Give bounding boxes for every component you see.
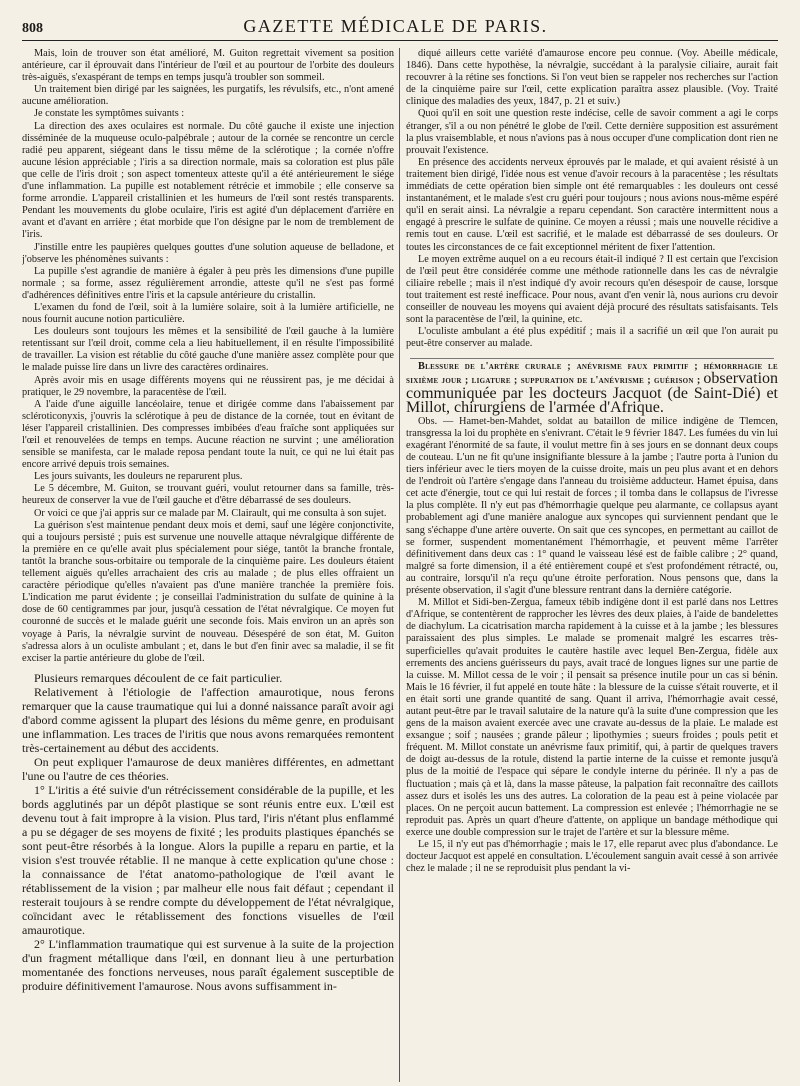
case-paragraph: A l'aide d'une aiguille lancéolaire, tenue et dirigée comme dans l'abaissement par scléroticonyxis, j'ouvris la sclérotique à peu de distance de la cornée, tout en évitant de léser l'appareil cristallinien. Des compresses imbibées d'eau fraîche sont appliquées sur l'œil et renouvelées de temps en temps. Aucune réaction ne survint ; une amélioration sensible se manifesta, car le malade reposa pendant toute la nuit, ce qui ne lui était pas encore arrivé depuis trois semaines. (22, 398, 394, 471)
commentary-paragraph: diqué ailleurs cette variété d'amaurose encore peu connue. (Voy. Abeille médicale, 1846). Dans cette hypothèse, la névralgie, succédant à la paralysie ciliaire, aurait fait recouvrer à la rétine ses fonctions. Si l'on veut bien se rappeler nos recherches sur l'action de la cinquième paire sur l'œil, cette explication paraîtra assez plausible. (Voy. Traité clinique des maladies des yeux, 1847, p. 21 et suiv.) (406, 48, 778, 108)
case-paragraph: Les douleurs sont toujours les mêmes et la sensibilité de l'œil gauche à la lumière retentissant sur l'œil droit, comme cela a lieu habituellement, il en résulte l'impossibilité de travailler. La vision est rétablie du côté gauche d'une manière assez complète pour que le malade puisse lire dans un livre des caractères ordinaires. (22, 326, 394, 374)
remarks-paragraph: Relativement à l'étiologie de l'affection amaurotique, nous ferons remarquer que la cause traumatique qui lui a donné naissance paraît avoir agi d'abord comme agissent la plupart des lésions du même genre, en produisant une inflammation. Les traces de l'iritis que nous avons remarquées remontent très-certainement au début des accidents. (22, 684, 394, 755)
case-paragraph: Un traitement bien dirigé par les saignées, les purgatifs, les révulsifs, etc., n'ont amené aucune amélioration. (22, 84, 394, 108)
case-paragraph: Les jours suivants, les douleurs ne reparurent plus. (34, 471, 243, 483)
journal-title: GAZETTE MÉDICALE DE PARIS. (243, 16, 548, 36)
commentary-paragraph: Quoi qu'il en soit une question reste indécise, celle de savoir comment a agi le corps étranger, s'il a ou non pénétré le globe de l'œil. Cette dernière supposition est assurément la plus vraisemblable, et nous n'avions pas à nous occuper d'une complication dont rien ne prouvait l'existence. (406, 108, 778, 156)
case-paragraph: La pupille s'est agrandie de manière à égaler à peu près les dimensions d'une pupille normale ; sa forme, assez régulièrement arrondie, atteste qu'il ne s'est pas formé d'adhérences définitives entre l'iris et la capsule antérieure du cristallin. (22, 265, 394, 301)
case-paragraph: Je constate les symptômes suivants : (34, 108, 185, 120)
remarks-paragraph: On peut expliquer l'amaurose de deux manières différentes, en admettant l'une ou l'autre de ces théories. (22, 754, 394, 783)
right-column (406, 48, 778, 1082)
remarks-paragraph: Plusieurs remarques découlent de ce fait particulier. (34, 670, 283, 685)
case-paragraph: L'examen du fond de l'œil, soit à la lumière solaire, soit à la lumière artificielle, ne nous fournit aucune notion particulière. (22, 301, 394, 326)
section-separator (410, 358, 774, 359)
commentary-paragraph: Le moyen extrême auquel on a eu recours était-il indiqué ? Il est certain que l'excision de l'œil peut être considérée comme une méthode rationnelle dans les cas de névralgie ciliaire rebelle ; mais il n'est indiqué d'y avoir recours qu'en désespoir de cause, lorsque tout traitement est resté inefficace. Pour nous, avant d'en venir là, nous aurions cru devoir conseiller de nouveau les moyens qui avaient déjà procuré des résultats satisfaisants. Tels sont la paracentèse de l'œil, la quinine, etc. (406, 253, 778, 326)
case-paragraph: La direction des axes oculaires est normale. Du côté gauche il existe une injection disséminée de la muqueuse oculo-palpébrale ; autour de la cornée se rencontre un cercle radié peu apparent, siégeant dans le tissu même de la sclérotique ; la cornée n'offre aucune lésion appréciable ; l'iris a sa direction normale, mais sa coloration est plus pâle que celle de l'iris droit ; son aspect tomenteux atteste qu'il a été antérieurement le siége d'une inflammation. La pupille est notablement rétrécie et immobile ; elle conserve sa forme arrondie. L'appareil cristallinien et les humeurs de l'œil sont restés transparents. Pendant les mouvements du globe oculaire, l'iris est agité d'un déplacement d'arrière en avant et d'avant en arrière ; état morbide que l'on désigne par le nom de tremblement de l'iris. (22, 120, 394, 241)
left-column (22, 48, 394, 1082)
case-paragraph: Après avoir mis en usage différents moyens qui ne réussirent pas, je me décidai à pratiquer, le 29 novembre, la paracentèse de l'œil. (22, 374, 394, 398)
observation-paragraph: Le 15, il n'y eut pas d'hémorrhagie ; mais le 17, elle reparut avec plus d'abondance. Le docteur Jacquot est appelé en consultation. L'écoulement sanguin avait cessé à son arrivée chez le malade ; il ne se reproduisit plus pendant la vi- (406, 839, 778, 875)
column-divider (399, 48, 400, 1082)
remarks-paragraph: 2° L'inflammation traumatique qui est survenue à la suite de la projection d'un fragment métallique dans l'œil, en donnant lieu à une perturbation momentanée des fonctions nerveuses, nous paraît également susceptible de produire définitivement l'amaurose. Nous avons suffisamment in- (22, 936, 394, 993)
commentary-paragraph: L'oculiste ambulant a été plus expéditif ; mais il a sacrifié un œil que l'on aurait pu peut-être conserver au malade. (406, 326, 778, 350)
article-title-caps: Blessure de l'artère crurale ; anévrisme faux primitif ; hémorrhagie le sixième jour ; ligature ; suppuration de l'anévrisme ; guérison ; (406, 361, 778, 387)
case-paragraph: Le 5 décembre, M. Guiton, se trouvant guéri, voulut retourner dans sa famille, très-heureux de conserver la vue de l'œil gauche et d'être débarrassé de ses douleurs. (22, 483, 394, 507)
observation-paragraph: Obs. — Hamet-ben-Mahdet, soldat au bataillon de milice indigène de Tlemcen, transgressa la loi du prophète en s'enivrant. C'était le 9 février 1847. Les fumées du vin lui exagérant l'énormité de sa faute, il voulut mettre fin à ses jours en se donnant deux coups de couteau. L'un ne fit qu'une insignifiante blessure à la jambe ; l'autre porta à l'union du tiers inférieur avec le tiers moyen de la cuisse droite, mais un peu plus avant et en dehors de l'endroit où l'artère s'engage dans l'anneau du troisième adducteur. Hamet épuisa, dans cet acte d'énergie, tout ce qui lui restait de forces ; il tomba dans le collapsus de l'ivresse la plus complète. Il n'y eut pas d'hémorrhagie quelque peu alarmante, ce collapsus ayant probablement agi d'une manière analogue aux syncopes qui surviennent pendant que le sang s'échappe d'une artère ouverte. On sait que ces syncopes, en permettant au caillot de se former, suspendent momentanément l'hémorrhagie, et peuvent même l'arrêter définitivement dans deux cas : 1° quand le vaisseau lésé est de faible calibre ; 2° quand, malgré sa forte dimension, il a été entièrement coupé et s'est profondément rétracté, ou, au contraire, lorsqu'il n'a reçu qu'une étroite perforation. Nous pensons que, dans la présente observation, il s'agit d'une blessure rentrant dans la dernière catégorie. (406, 415, 778, 597)
page-header (22, 10, 778, 41)
case-paragraph: La guérison s'est maintenue pendant deux mois et demi, sauf une légère conjonctivite, qui a toujours persisté ; puis est survenue une nouvelle attaque névralgique différente de la première en ce qu'elle avait plus spécialement pour siége, tantôt la branche frontale, tantôt la branche sous-orbitaire ou temporale de la cinquième paire. Les douleurs étaient tellement aiguës qu'elles arrachaient des cris au malade ; de plus elles offraient un caractère périodique qu'elles n'avaient pas d'une manière tranchée la première fois. L'indication me parut évidente ; je conseillai l'administration du sulfate de quinine à la dose de 60 centigrammes par jour, jusqu'à cessation de l'état névralgique. Ce moyen fut couronné de succès et le malade guérit une seconde fois. Mais environ un an après son voyage à Paris, la névralgie survint de nouveau. Désespéré de son état, M. Guiton s'adressa alors à un oculiste ambulant ; et, dans le but d'en finir avec sa maladie, il se fit exciser la partie antérieure du globe de l'œil. (22, 519, 394, 664)
case-paragraph: J'instille entre les paupières quelques gouttes d'une solution aqueuse de belladone, et j'observe les phénomènes suivants : (22, 241, 394, 265)
article-title-rest: observation communiquée par les docteurs Jacquot (de Saint-Dié) et Millot, chirurgiens de l'armée d'Afrique. (406, 370, 778, 416)
case-paragraph: Mais, loin de trouver son état amélioré, M. Guiton regrettait vivement sa position antérieure, car il éprouvait dans l'intérieur de l'œil et au pourtour de l'orbite des douleurs très-aiguës, s'exaspérant de temps en temps jusqu'à troubler son sommeil. (22, 48, 394, 84)
remarks-paragraph: 1° L'iritis a été suivie d'un rétrécissement considérable de la pupille, et les bords agglutinés par un dépôt plastique se sont réunis entre eux. L'œil est devenu tout à fait impropre à la vision. Plus tard, l'iris n'étant plus enflammé a pu se dégager de ses moyens de fixité ; les produits plastiques épanchés se sont peut-être résorbés à la longue. Alors la pupille a reparu en partie, et la vision s'est trouvée rétablie. Il ne manque à cette explication qu'une chose : la connaissance de l'état anatomo-pathologique de l'œil avant le rétablissement de la vision ; par malheur elle nous fait défaut ; cependant il resterait toujours à se rendre compte du développement de l'état névralgique, coïncidant avec le rétablissement des fonctions visuelles de l'œil amaurotique. (22, 782, 394, 937)
commentary-paragraph: En présence des accidents nerveux éprouvés par le malade, et qui avaient résisté à un traitement bien dirigé, l'idée nous est venue d'avoir recours à la paracentèse ; les résultats immédiats de cette opération bien simple ont été remarquables : les douleurs ont cessé instantanément, et le malade s'est cru guéri pour toujours ; nous avions nous-même espéré qu'il en serait ainsi. La névralgie a reparu cependant. Son caractère intermittent nous a engagé à prescrire le sulfate de quinine. Ce moyen a réussi ; mais une nouvelle récidive a remis tout en cause. L'œil est sacrifié, et le malade est débarrassé de ses douleurs. Or toutes les circonstances de ce fait exceptionnel méritent de fixer l'attention. (406, 156, 778, 253)
article-title (406, 361, 778, 415)
page-number: 808 (22, 21, 43, 36)
observation-paragraph: M. Millot et Sidi-ben-Zergua, fameux tébib indigène dont il est parlé dans nos Lettres d'Afrique, se contentèrent de rapprocher les lèvres des deux plaies, à l'aide de bandelettes de diachylum. La cicatrisation marcha rapidement à la cuisse et à la jambe ; les blessures paraissaient des plus simples. Le malade se promenait malgré les escarres très-superficielles qu'avait produites le cautère hastile avec lequel Ben-Zergua, fidèle aux errements des anciens guérisseurs du pays, avait tracé de longues lignes sur une partie de la cuisse. M. Millot cessa de le voir ; il pensait sa présence inutile pour un cas si bénin. Mais le 16 février, il fut appelé en toute hâte : la blessure de la cuisse s'était rouverte, et il en était sorti une grande quantité de sang. Quant il arriva, l'hémorrhagie avait cessé, autant peut-être par le travail salutaire de la nature qu'à la suite d'une compression que les gens de la maison avaient exercée avec une cravate au-dessus de la plaie. Le malade est exsangue ; soif ; nausées ; grande pâleur ; lipothymies ; sueurs froides ; pouls petit et fréquent. M. Millot constate un anévrisme faux primitif, qui, à partir de quelques travers de doigt au-dessus de la rotule, distend la partie interne de la cuisse et remonte jusqu'à plus de la moitié de l'espace qui sépare le condyle interne du périnée. Il n'y a pas de fluctuation ; mais çà et là, dans la masse pâteuse, la palpation fait reconnaître des caillots assez durs et isolés les uns des autres. La coloration de la peau est à peine violacée par places. On ne perçoit aucun battement. La compression est enlevée ; l'hémorrhagie ne se reproduit pas. Après un quart d'heure d'attente, on applique un bandage méthodique qui exerce une double compression sur le trajet de l'artère et sur la blessure même. (406, 597, 778, 838)
case-paragraph: Or voici ce que j'ai appris sur ce malade par M. Clairault, qui me consulta à son sujet. (34, 507, 387, 519)
